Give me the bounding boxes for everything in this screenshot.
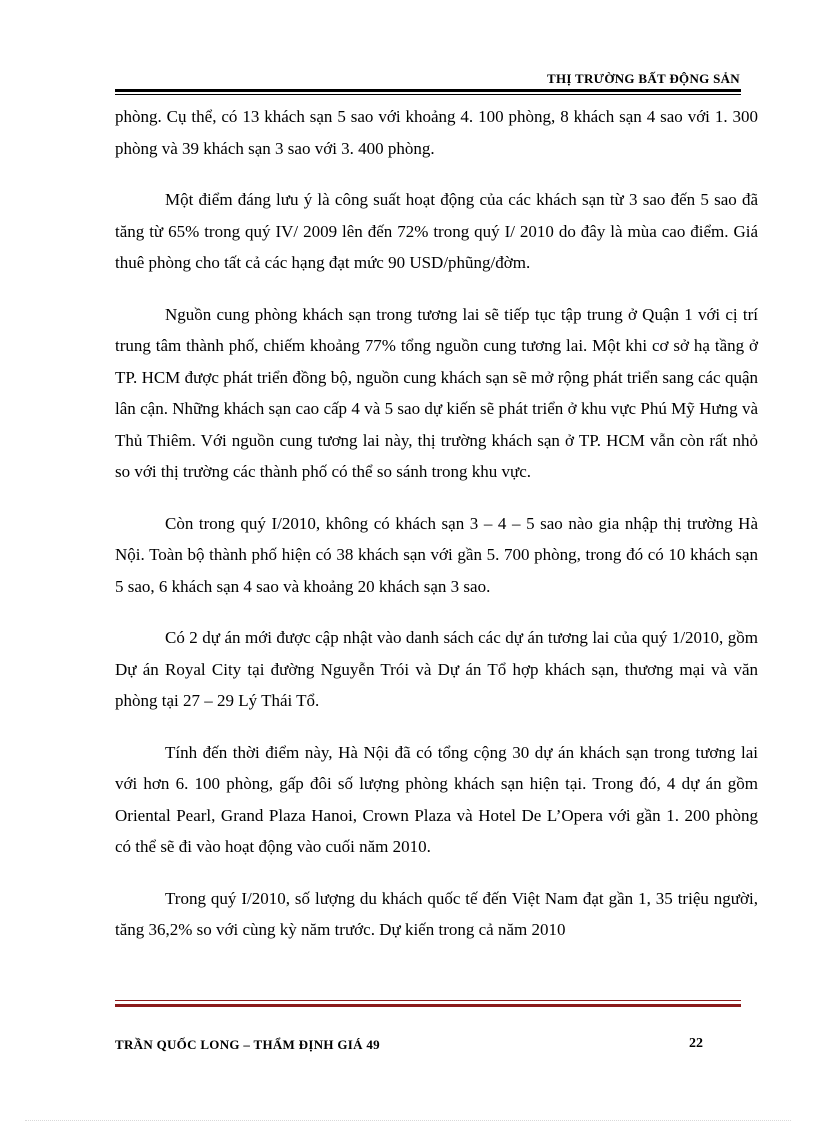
running-header-title: THỊ TRƯỜNG BẤT ĐỘNG SẢN bbox=[546, 71, 740, 86]
header-rule-thick bbox=[115, 89, 741, 92]
paragraph-future-supply-hcm: Nguồn cung phòng khách sạn trong tương lai sẽ tiếp tục tập trung ở Quận 1 với cị trí trung tâm thành phố, chiếm khoảng 77% tổng nguồn cung tương lai. Một khi cơ sở hạ tầng ở TP. HCM được phát triển đồng bộ, nguồn cung khách sạn sẽ mở rộng phát triển sang các quận lân cận. Những khách sạn cao cấp 4 và 5 sao dự kiến sẽ phát triển ở khu vực Phú Mỹ Hưng và Thủ Thiêm. Với nguồn cung tương lai này, thị trường khách sạn ở TP. HCM vẫn còn rất nhỏ so với thị trường các thành phố có thể so sánh trong khu vực. bbox=[115, 304, 758, 481]
paragraph-new-projects: Có 2 dự án mới được cập nhật vào danh sách các dự án tương lai của quý 1/2010, gồm Dự án Royal City tại đường Nguyễn Trói và Dự án Tổ hợp khách sạn, thương mại và văn phòng tại 27 – 29 Lý Thái Tổ. bbox=[115, 628, 758, 710]
header-rule-thin bbox=[115, 94, 741, 95]
footer-author: TRẦN QUỐC LONG – THẨM ĐỊNH GIÁ 49 bbox=[115, 1037, 380, 1052]
paragraph-hanoi-future: Tính đến thời điểm này, Hà Nội đã có tổng cộng 30 dự án khách sạn trong tương lai với hơn 6. 100 phòng, gấp đôi số lượng phòng khách sạn hiện tại. Trong đó, 4 dự án gồm Oriental Pearl, Grand Plaza Hanoi, Crown Plaza và Hotel De L’Opera với gần 1. 200 phòng có thể sẽ đi vào hoạt động vào cuối năm 2010. bbox=[115, 742, 758, 856]
paragraph-occupancy: Một điểm đáng lưu ý là công suất hoạt động của các khách sạn từ 3 sao đến 5 sao đã tăng từ 65% trong quý IV/ 2009 lên đến 72% trong quý I/ 2010 do đây là mùa cao điểm. Giá thuê phòng cho tất cả các hạng đạt mức 90 USD/phũng/đờm. bbox=[115, 190, 758, 272]
footer-rule-thin bbox=[115, 1000, 741, 1001]
page-number: 22 bbox=[689, 1036, 703, 1051]
page-bottom-edge bbox=[25, 1120, 791, 1121]
paragraph-continuation: phòng. Cụ thể, có 13 khách sạn 5 sao với khoảng 4. 100 phòng, 8 khách sạn 4 sao với 1. 300 phòng và 39 khách sạn 3 sao với 3. 400 phòng. bbox=[115, 107, 758, 158]
document-body bbox=[115, 101, 758, 966]
paragraph-international-visitors: Trong quý I/2010, số lượng du khách quốc tế đến Việt Nam đạt gần 1, 35 triệu người, tăng 36,2% so với cùng kỳ năm trước. Dự kiến trong cả năm 2010 bbox=[115, 888, 758, 939]
paragraph-hanoi-q1: Còn trong quý I/2010, không có khách sạn 3 – 4 – 5 sao nào gia nhập thị trường Hà Nội. Toàn bộ thành phố hiện có 38 khách sạn với gần 5. 700 phòng, trong đó có 10 khách sạn 5 sao, 6 khách sạn 4 sao và khoảng 20 khách sạn 3 sao. bbox=[115, 513, 758, 596]
footer-rule-thick bbox=[115, 1004, 741, 1007]
